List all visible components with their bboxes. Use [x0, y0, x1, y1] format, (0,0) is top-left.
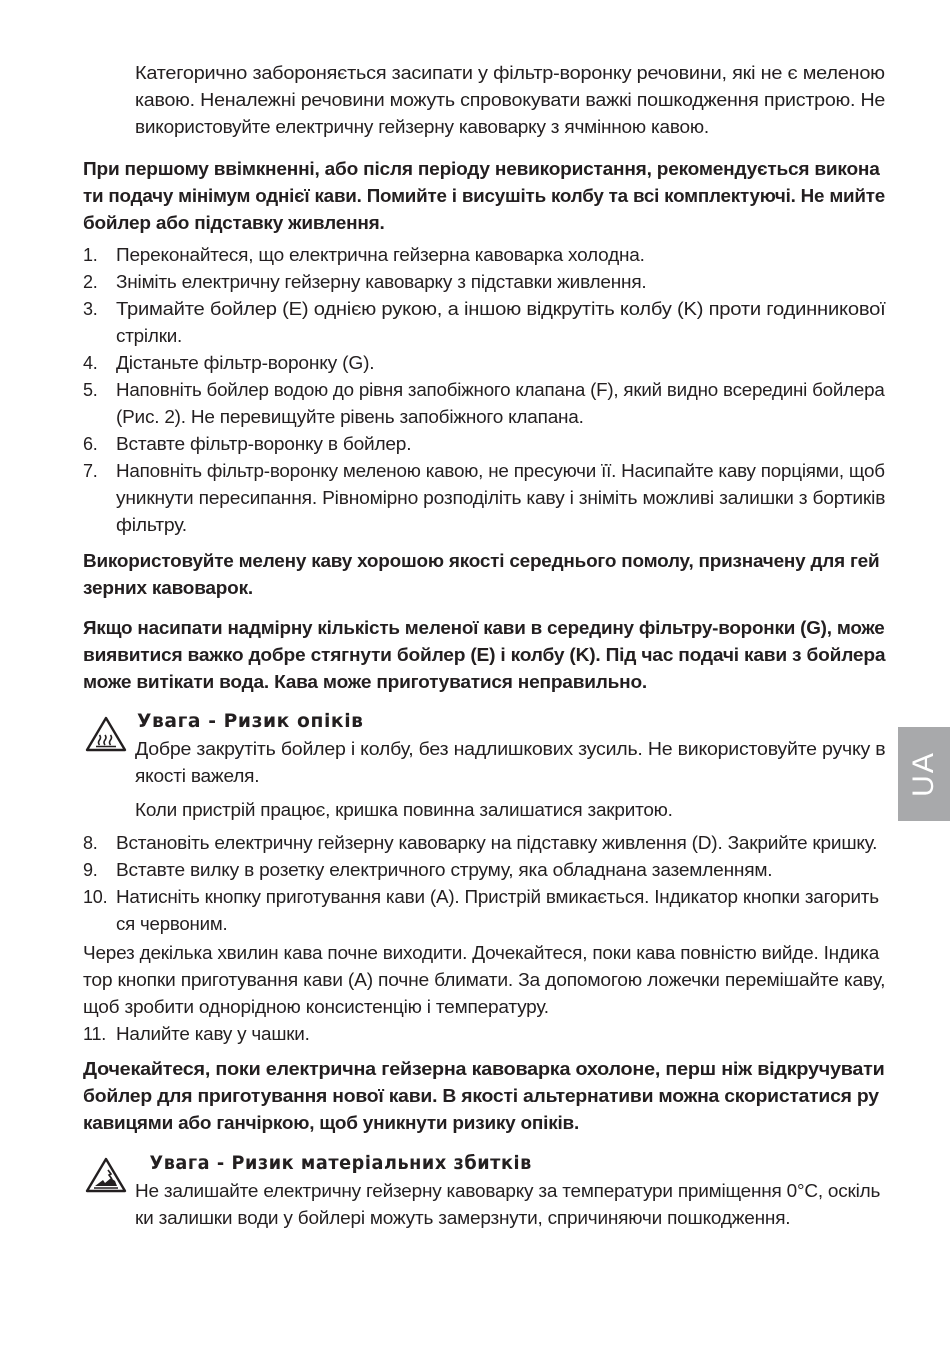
body-text-line: Через декілька хвилин кава почне виходити. Дочекайтеся, поки кава повністю вийде. Індика	[83, 943, 880, 963]
step-text: фільтру.	[116, 515, 187, 535]
step-text: Тримайте бойлер (E) однією рукою, а іншою відкрутіть колбу (K) проти годинникової	[116, 299, 886, 319]
bold-notice-line: може витікати вода. Кава може приготуватися неправильно.	[83, 672, 648, 692]
step-text: Наповніть бойлер водою до рівня запобіжного клапана (F), який видно всередині бойлера	[116, 380, 885, 400]
hot-surface-warning-icon	[84, 715, 128, 758]
step-text: Наповніть фільтр-воронку меленою кавою, не пресуючи її. Насипайте каву порціями, щоб	[116, 461, 885, 481]
bold-notice-line: Використовуйте мелену каву хорошою якості середнього помолу, призначену для гей	[83, 551, 880, 571]
step-text: ся червоним.	[116, 914, 228, 934]
step-number: 5.	[83, 380, 98, 400]
bold-notice-line: кавицями або ганчіркою, щоб уникнути ризику опіків.	[83, 1113, 580, 1133]
bold-notice-line: зерних кавоварок.	[83, 578, 253, 598]
step-text: уникнути пересипання. Рівномірно розподіліть каву і зніміть можливі залишки з бортиків	[116, 488, 886, 508]
intro-line: використовуйте електричну гейзерну кавоварку з ячмінною кавою.	[135, 117, 709, 137]
language-tab-label: UA	[907, 751, 940, 797]
step-number: 9.	[83, 860, 98, 880]
step-number: 3.	[83, 299, 98, 319]
body-text-line: щоб зробити однорідною консистенцію і температуру.	[83, 997, 549, 1017]
material-damage-warning-icon	[84, 1156, 128, 1199]
step-text: Дістаньте фільтр-воронку (G).	[116, 353, 375, 373]
step-text: Натисніть кнопку приготування кави (A). Пристрій вмикається. Індикатор кнопки загорить	[116, 887, 879, 907]
step-text: Переконайтеся, що електрична гейзерна кавоварка холодна.	[116, 245, 645, 265]
step-text: Налийте каву у чашки.	[116, 1024, 310, 1044]
warning-text: ки залишки води у бойлері можуть замерзнути, спричиняючи пошкодження.	[135, 1208, 791, 1228]
warning-text: якості важеля.	[135, 766, 260, 786]
step-text: (Рис. 2). Не перевищуйте рівень запобіжного клапана.	[116, 407, 584, 427]
bold-notice-line: При першому ввімкненні, або після періоду невикористання, рекомендується викона	[83, 159, 880, 179]
step-number: 10.	[83, 887, 108, 907]
step-number: 11.	[83, 1024, 107, 1044]
warning-note: Коли пристрій працює, кришка повинна залишатися закритою.	[135, 800, 673, 820]
bold-notice-line: бойлер або підставку живлення.	[83, 213, 385, 233]
step-number: 7.	[83, 461, 98, 481]
warning-text: Добре закрутіть бойлер і колбу, без надлишкових зусиль. Не використовуйте ручку в	[135, 739, 886, 759]
bold-notice-line: Якщо насипати надмірну кількість меленої кави в середину фільтру-воронки (G), може	[83, 618, 885, 638]
bold-notice-line: виявитися важко добре стягнути бойлер (E) і колбу (K). Під час подачі кави з бойлера	[83, 645, 886, 665]
warning-title: Увага - Ризик опіків	[136, 710, 364, 732]
warning-title: Увага - Ризик матеріальних збитків	[149, 1152, 532, 1174]
warning-text: Не залишайте електричну гейзерну кавоварку за температури приміщення 0°C, оскіль	[135, 1181, 881, 1201]
step-number: 6.	[83, 434, 98, 454]
step-text: Встановіть електричну гейзерну кавоварку на підставку живлення (D). Закрийте кришку.	[116, 833, 878, 853]
step-number: 8.	[83, 833, 98, 853]
bold-notice-line: Дочекайтеся, поки електрична гейзерна кавоварка охолоне, перш ніж відкручувати	[83, 1059, 885, 1079]
step-text: Вставте вилку в розетку електричного струму, яка обладнана заземленням.	[116, 860, 773, 880]
bold-notice-line: ти подачу мінімум однієї кави. Помийте і висушіть колбу та всі комплектуючі. Не мийте	[83, 186, 886, 206]
body-text-line: тор кнопки приготування кави (A) почне блимати. За допомогою ложечки перемішайте каву,	[83, 970, 886, 990]
step-text: Вставте фільтр-воронку в бойлер.	[116, 434, 412, 454]
step-number: 4.	[83, 353, 98, 373]
language-tab	[898, 727, 950, 821]
bold-notice-line: бойлер для приготування нової кави. В якості альтернативи можна скористатися ру	[83, 1086, 879, 1106]
intro-line: кавою. Неналежні речовини можуть спровокувати важкі пошкодження пристрою. Не	[135, 90, 886, 110]
step-number: 2.	[83, 272, 98, 292]
intro-line: Категорично забороняється засипати у фільтр-воронку речовини, які не є меленою	[135, 63, 885, 83]
step-text: Зніміть електричну гейзерну кавоварку з підставки живлення.	[116, 272, 647, 292]
step-text: стрілки.	[116, 326, 183, 346]
step-number: 1.	[83, 245, 98, 265]
